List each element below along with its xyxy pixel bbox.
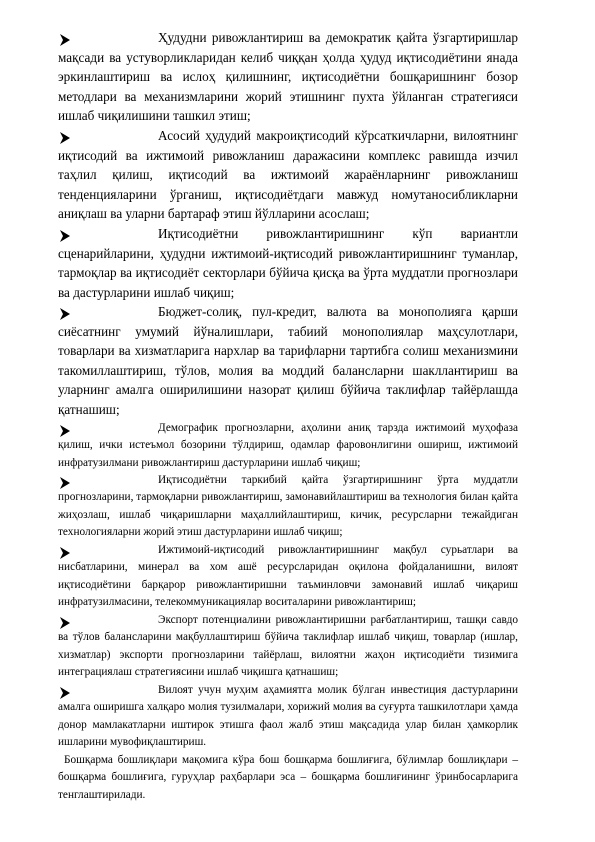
paragraph-7: Ижтимоий-иқтисодий ривожлантиришнинг мақбул сурьатлари ва нисбатларини, минерал ва хом ашё ресурсларидан оқилона фойдаланишни, вилоят иқтисодиётини барқарор ривожлантиришни таъминловчи замонавий ишлаб чиқариш инфратузилмасини, телекоммуникациялар воситаларини ривожлантириш; xyxy=(58,544,518,609)
paragraph-2: Асосий ҳудудий макроиқтисодий кўрсаткичларни, вилоятнинг иқтисодий ва ижтимоий ривожланиш даражасини комплекс равишда изчил таҳлил қилиш, иқтисодий ва ижтимоий жараёнларнинг ривожланиш тенденцияларини ўрганиш, иқтисодиётдаги мавжуд номутаносибликларни аниқлаш ва уларни бартараф этиш йўлларини асослаш; xyxy=(58,128,518,222)
paragraph-3: Иқтисодиётни ривожлантиришнинг кўп вариантли сценарийларини, ҳудудни ижтимоий-иқтисодий ривожлантиришнинг туманлар, тармоқлар ва иқтисодиёт секторлари бўйича қисқа ва ўрта муддатли прогнозлари ва дастурларини ишлаб чиқиш; xyxy=(58,226,518,300)
paragraph-4: Бюджет-солиқ, пул-кредит, валюта ва монополияга қарши сиёсатнинг умумий йўналишлари, табиий монополиялар маҳсулотлари, товарлари ва хизматларига нархлар ва тарифларни тартибга солиш механизмини такомиллаштириш, тўлов, молия ва моддий балансларни шакллантириш ва уларнинг амалга оширилишини назорат қилиш бўйича таклифлар тайёрлашда қатнашиш; xyxy=(58,304,518,417)
paragraph-6: Иқтисодиётни таркибий қайта ўзгартиришнинг ўрта муддатли прогнозларини, тармоқларни ривожлантириш, замонавийлаштириш ва технология билан қайта жиҳозлаш, ишлаб чиқаришларни маҳаллийлаштириш, кичик, ресурсларни тежайдиган технологияларни жорий этиш дастурларини ишлаб чиқиш; xyxy=(58,474,518,539)
paragraph-8: Экспорт потенциалини ривожлантиришни рағбатлантириш, ташқи савдо ва тўлов балансларини мақбуллаштириш бўйича таклифлар ишлаб чиқиш, товарлар (ишлар, хизматлар) экспорти прогнозларини тайёрлаш, вилоятни жаҳон иқтисодиёти тизимига интеграциялаш стратегиясини ишлаб чиқишга қатнашиш; xyxy=(58,614,518,679)
paragraph-5: Демографик прогнозларни, аҳолини аниқ тарзда ижтимоий муҳофаза қилиш, ички истеъмол бозорини тўлдириш, одамлар фаровонлигини ошириш, ижтимоий инфратузилмани ривожлантириш дастурларини ишлаб чиқиш; xyxy=(58,422,518,469)
paragraph-10: Бошқарма бошлиқлари мақомига кўра бош бошқарма бошлиғига, бўлимлар бошлиқлари – бошқарма бошлиғига, гуруҳлар раҳбарлари эса – бошқарма бошлиғининг ўринбосарларига тенглаштирилади. xyxy=(58,754,518,801)
paragraph-9: Вилоят учун муҳим аҳамиятга молик бўлган инвестиция дастурларини амалга оширишга халқаро молия тузилмалари, хорижий молия ва суғурта ташкилотлари ҳамда донор мамлакатларни иштирок этишга фаол жалб этиш мақсадида улар билан ҳамкорлик ишларини мувофиқлаштириш. xyxy=(58,684,518,749)
paragraph-1: Ҳудудни ривожлантириш ва демократик қайта ўзгартиришлар мақсади ва устуворликларидан келиб чиққан ҳолда ҳудуд иқтисодиётини янада эркинлаштириш ва ислоҳ қилишнинг, иқтисодиётни бошқаришнинг бозор методлари ва механизмларини жорий этишнинг пухта ўйланган стратегияси ишлаб чиқилишини ташкил этиш; xyxy=(58,30,518,124)
